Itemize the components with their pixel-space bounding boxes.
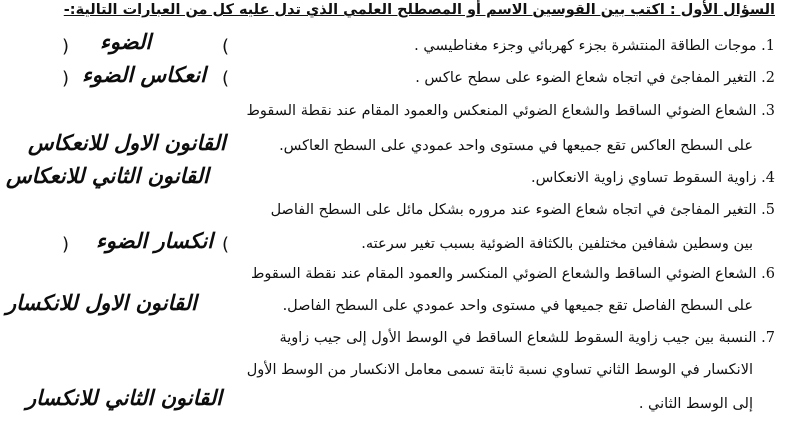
question-4: [531, 170, 775, 186]
question-text: الشعاع الضوئي الساقط والشعاع الضوئي المنكسر والعمود المقام عند نقطة السقوط: [251, 266, 757, 282]
answer-4[interactable]: القانون الثاني للانعكاس: [6, 164, 209, 188]
question-5-line-2: بين وسطين شفافين مختلفين بالكثافة الضوئية بسبب تغير سرعته.: [361, 236, 753, 252]
question-3: [246, 103, 775, 119]
question-text: موجات الطاقة المنتشرة بجزء كهربائي وجزء مغناطيسي .: [414, 38, 757, 54]
question-text: زاوية السقوط تساوي زاوية الانعكاس.: [531, 170, 757, 186]
question-3-line-2: على السطح العاكس تقع جميعها في مستوى واحد عمودي على السطح العاكس.: [279, 138, 753, 154]
question-7-line-3: إلى الوسط الثاني .: [638, 396, 753, 412]
answer-7[interactable]: القانون الثاني للانكسار: [26, 386, 222, 410]
question-number: 4.: [761, 170, 775, 186]
question-text: التغير المفاجئ في اتجاه شعاع الضوء على سطح عاكس .: [415, 70, 757, 86]
answer-3[interactable]: القانون الاول للانعكاس: [28, 131, 226, 155]
close-paren: ): [62, 68, 70, 89]
question-text: النسبة بين جيب زاوية السقوط للشعاع الساقط في الوسط الأول إلى جيب زاوية: [279, 330, 757, 346]
open-paren: (: [222, 68, 230, 89]
question-7: [279, 330, 775, 346]
question-number: 2.: [761, 70, 775, 86]
question-7-line-2: الانكسار في الوسط الثاني تساوي نسبة ثابتة تسمى معامل الانكسار من الوسط الأول: [246, 362, 753, 378]
open-paren: (: [222, 36, 230, 57]
question-number: 6.: [761, 266, 775, 282]
page-title: السؤال الأول : اكتب بين القوسين الاسم أو المصطلح العلمي الذي تدل عليه كل من العبارات التالية:-: [63, 2, 775, 18]
question-number: 1.: [761, 38, 775, 54]
question-6: [251, 266, 775, 282]
question-text: التغير المفاجئ في اتجاه شعاع الضوء عند مروره بشكل مائل على السطح الفاصل: [270, 202, 757, 218]
answer-6[interactable]: القانون الاول للانكسار: [6, 291, 197, 315]
question-1: [414, 38, 775, 54]
question-number: 3.: [761, 103, 775, 119]
open-paren: (: [222, 234, 230, 255]
question-6-line-2: على السطح الفاصل تقع جميعها في مستوى واحد عمودي على السطح الفاصل.: [282, 298, 753, 314]
question-number: 7.: [761, 330, 775, 346]
close-paren: ): [62, 234, 70, 255]
close-paren: ): [62, 36, 70, 57]
question-2: [415, 70, 775, 86]
answer-2[interactable]: انعكاس الضوء: [82, 63, 206, 87]
question-text: الشعاع الضوئي الساقط والشعاع الضوئي المنعكس والعمود المقام عند نقطة السقوط: [246, 103, 757, 119]
question-5: [271, 202, 775, 218]
answer-1[interactable]: الضوء: [100, 30, 152, 54]
question-number: 5.: [761, 202, 775, 218]
answer-5[interactable]: انكسار الضوء: [96, 229, 214, 253]
